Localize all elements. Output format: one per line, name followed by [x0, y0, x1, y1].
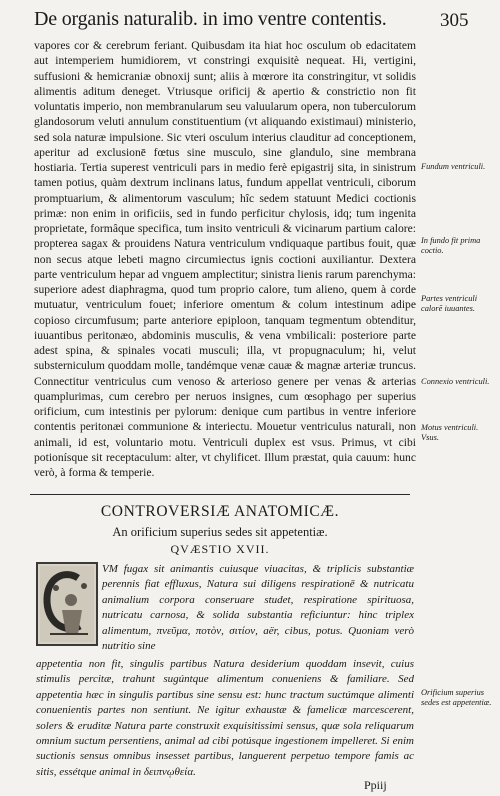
margin-note-motus-usus: Motus ventriculi. Vsus. [421, 423, 479, 442]
section-heading: CONTROVERSIÆ ANATOMICÆ. [100, 503, 340, 520]
margin-note-connexio: Connexio ventriculi. [421, 377, 490, 386]
question-paragraph-a: VM fugax sit animantis cuiusque viuacitas, & triplicis substantiæ perennis fiat effluxus, Natura sui diligens respirationē & nutricatu animalium corpora conseruare studet, respiratione spirituosa, nutricatu carnosa, & solida substantia reficiuntur: hinc triplex alimentum, πνεῦμα, ποτὸν, σιτίον, aër, cibus, potus. Quoniam verò nutritio sine [102, 563, 414, 653]
margin-note-orificium: Orificium superius sedes est appetentiæ. [421, 688, 492, 707]
main-text-block [34, 38, 416, 480]
question-number: QVÆSTIO XVII. [170, 542, 270, 556]
question-text-full-width [36, 657, 414, 780]
margin-note-partes: Partes ventriculi calorē iuuantes. [421, 294, 478, 313]
decorated-initial-c [36, 562, 98, 646]
margin-note-fundum: Fundum ventriculi. [421, 162, 486, 171]
signature-mark: Ppiij [364, 778, 387, 792]
question-text-beside-initial [102, 562, 414, 654]
main-paragraph: vapores cor & cerebrum feriant. Quibusdam ita hiat hoc osculum ob edacitatem aut intemperiem humidiorem, vt constringi exquisitè nequeat. Hi, vertigini, suffusioni & hemicraniæ obnoxij sunt; aliis à mœrore ita constringitur, vt solidis alimentis aditum deneget. Vtriusque orificij & apertio & constrictio non fit voluntatis imperio, non membranularum seu valuularum opera, non tuberculorum glandosorum veluti annulum constituentium (vt aliquando existimaui) ministerio, sed sola naturæ impulsione. Sic vteri osculum interius clauditur ad conceptionem, aperitur ad exclusionē fœtus sine musculo, sine glandulo, sine membrana hostiaria. Tertia superest ventriculi pars in medio ferè epigastrij sita, in sinistrum tamen potius, quàm dextrum inclinans latus, fundum appellat ventriculi, ciborum promptuarium, & alimentorum vasculum; hîc sedem statuunt Medici coctionis primæ: non enim in orificiis, sed in fundo perficitur chylosis, idq; tum ingenita proprietate, formâque specifica, tum insito ventriculi & vicinarum partium calore: propterea sagax & prouidens Natura ventriculum vndiquaque partibus fouit, quæ non secus atque lebeti magno circumiectus ignis coctioni auxiliantur. Dextera parte ventriculum hepar ad vnguem amplectitur; sinistra lienis rarum parenchyma: superiore adest diaphragma, quod tum proprio calore, tum alieno, quem à corde mutuatur, ventriculum fouet; inferiore omentum & colum intestinum adipe copioso circumfusum; parte anteriore epiploon, tanquam tegmentum obtenditur, iuuantibus peritonæo, abdominis musculis, & vena vmbilicali: posteriore parte adest spina, & spinales vocati musculi; illa, vt propugnaculum; hi, velut substerniculum quoddam molle, tandémque venæ cauæ & magnæ arteriæ truncus. Connectitur ventriculus cum venoso & arterioso genere per venas & arterias quamplurimas, cum cerebro per neruos insignes, cum œsophago per superius orificium, cum intestinis per pylorum: denique cum partibus in ventre inferiore contentis peritonæi communione & interiectu. Mouetur ventriculus naturali, non animali, id est, voluntario motu. Ventriculi duplex est vsus. Primus, vt cibi potionísque sit receptaculum: alter, vt chylificet. Illum præstat, quia cauum: hunc verò, à forma & temperie. [34, 39, 416, 479]
margin-note-prima-coctio: In fundo fit prima coctio. [421, 236, 481, 255]
initial-illustration-icon [38, 564, 96, 644]
question-paragraph-b: appetentia non fit, singulis partibus Natura desiderium quoddam insevit, cuius stimulis percitæ, trahunt sugúntque alimentum conueniens & familiare. Sed appetentia hæc in singulis partibus sine sensu est: hunc tractum suctúmque alimenti conuenientis partes non sentiunt. Ne igitur exhaustæ & famelicæ marcescerent, solers & eruditæ Natura parte construxit exquisitissimi sensus, quæ sola reliquarum omnium suctum persentiens, animal ad cibi potúsque ingestionem impelleret. Si enim suctionis sensus omnibus insesset partibus, languerent perpetuo tempore famis ac sitis, essétque animal in δειπνῳθεία. [36, 658, 414, 778]
section-divider [30, 494, 410, 495]
question-title: An orificium superius sedes sit appetentiæ. [112, 525, 328, 539]
running-title: De organis naturalib. in imo ventre contentis. [34, 8, 387, 30]
folio-number: 305 [440, 10, 469, 31]
